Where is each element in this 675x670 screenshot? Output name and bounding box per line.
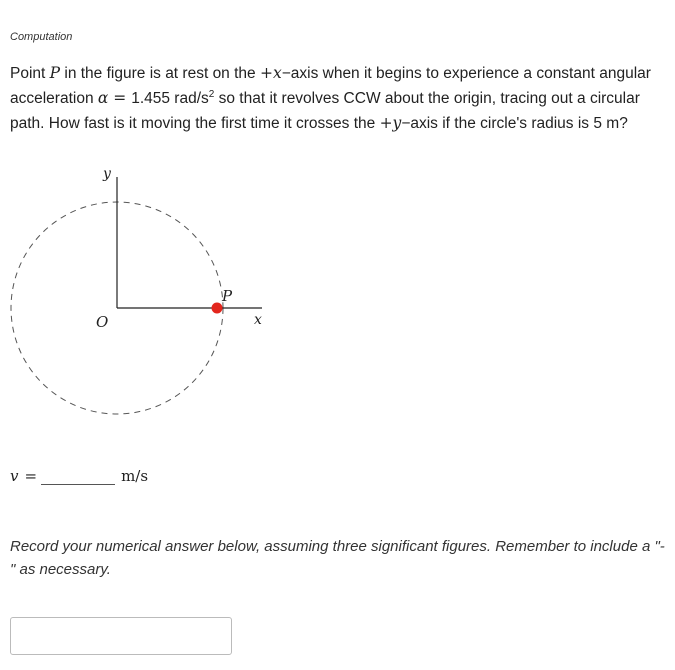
question-category: Computation: [10, 31, 73, 43]
point-p-label: P: [222, 287, 233, 305]
alpha-value: 1.455: [131, 90, 170, 107]
question-text-part: so that it revolves CCW about the origin, tracing out a circular path. How fast is it moving the first time it crosses the: [10, 90, 640, 132]
equals-sign: =: [108, 89, 132, 107]
x-axis-symbol: +x: [259, 64, 282, 82]
y-axis-label: y: [103, 166, 111, 182]
question-text-part: −axis if the circle's radius is: [401, 115, 594, 132]
answer-blank: [41, 466, 115, 485]
alpha-unit-exponent: 2: [208, 88, 215, 100]
radius-value: 5 m: [593, 115, 620, 132]
alpha-unit: rad/s: [170, 90, 209, 107]
origin-label: O: [96, 313, 109, 331]
answer-expression: [10, 461, 148, 485]
alpha-symbol: α: [97, 89, 109, 107]
point-variable: P: [49, 64, 61, 82]
question-text: [10, 61, 670, 136]
question-text-part: −axis when it begins to experience a constant angular acceleration: [10, 65, 651, 107]
answer-unit: m/s: [121, 467, 149, 485]
question-text-part: ?: [619, 115, 628, 132]
answer-instructions: Record your numerical answer below, assuming three significant figures. Remember to include a "-" as necessary.: [10, 538, 665, 578]
x-axis-label: x: [254, 312, 262, 328]
y-axis-symbol: +y: [379, 114, 402, 132]
point-p-marker: [212, 303, 223, 314]
question-text-part: Point: [10, 65, 50, 82]
numeric-answer-input[interactable]: [10, 617, 232, 655]
question-text-part: in the figure is at rest on the: [60, 65, 260, 82]
answer-variable: v: [10, 467, 19, 485]
circular-path-figure: [0, 160, 280, 430]
answer-equals: =: [24, 467, 38, 485]
